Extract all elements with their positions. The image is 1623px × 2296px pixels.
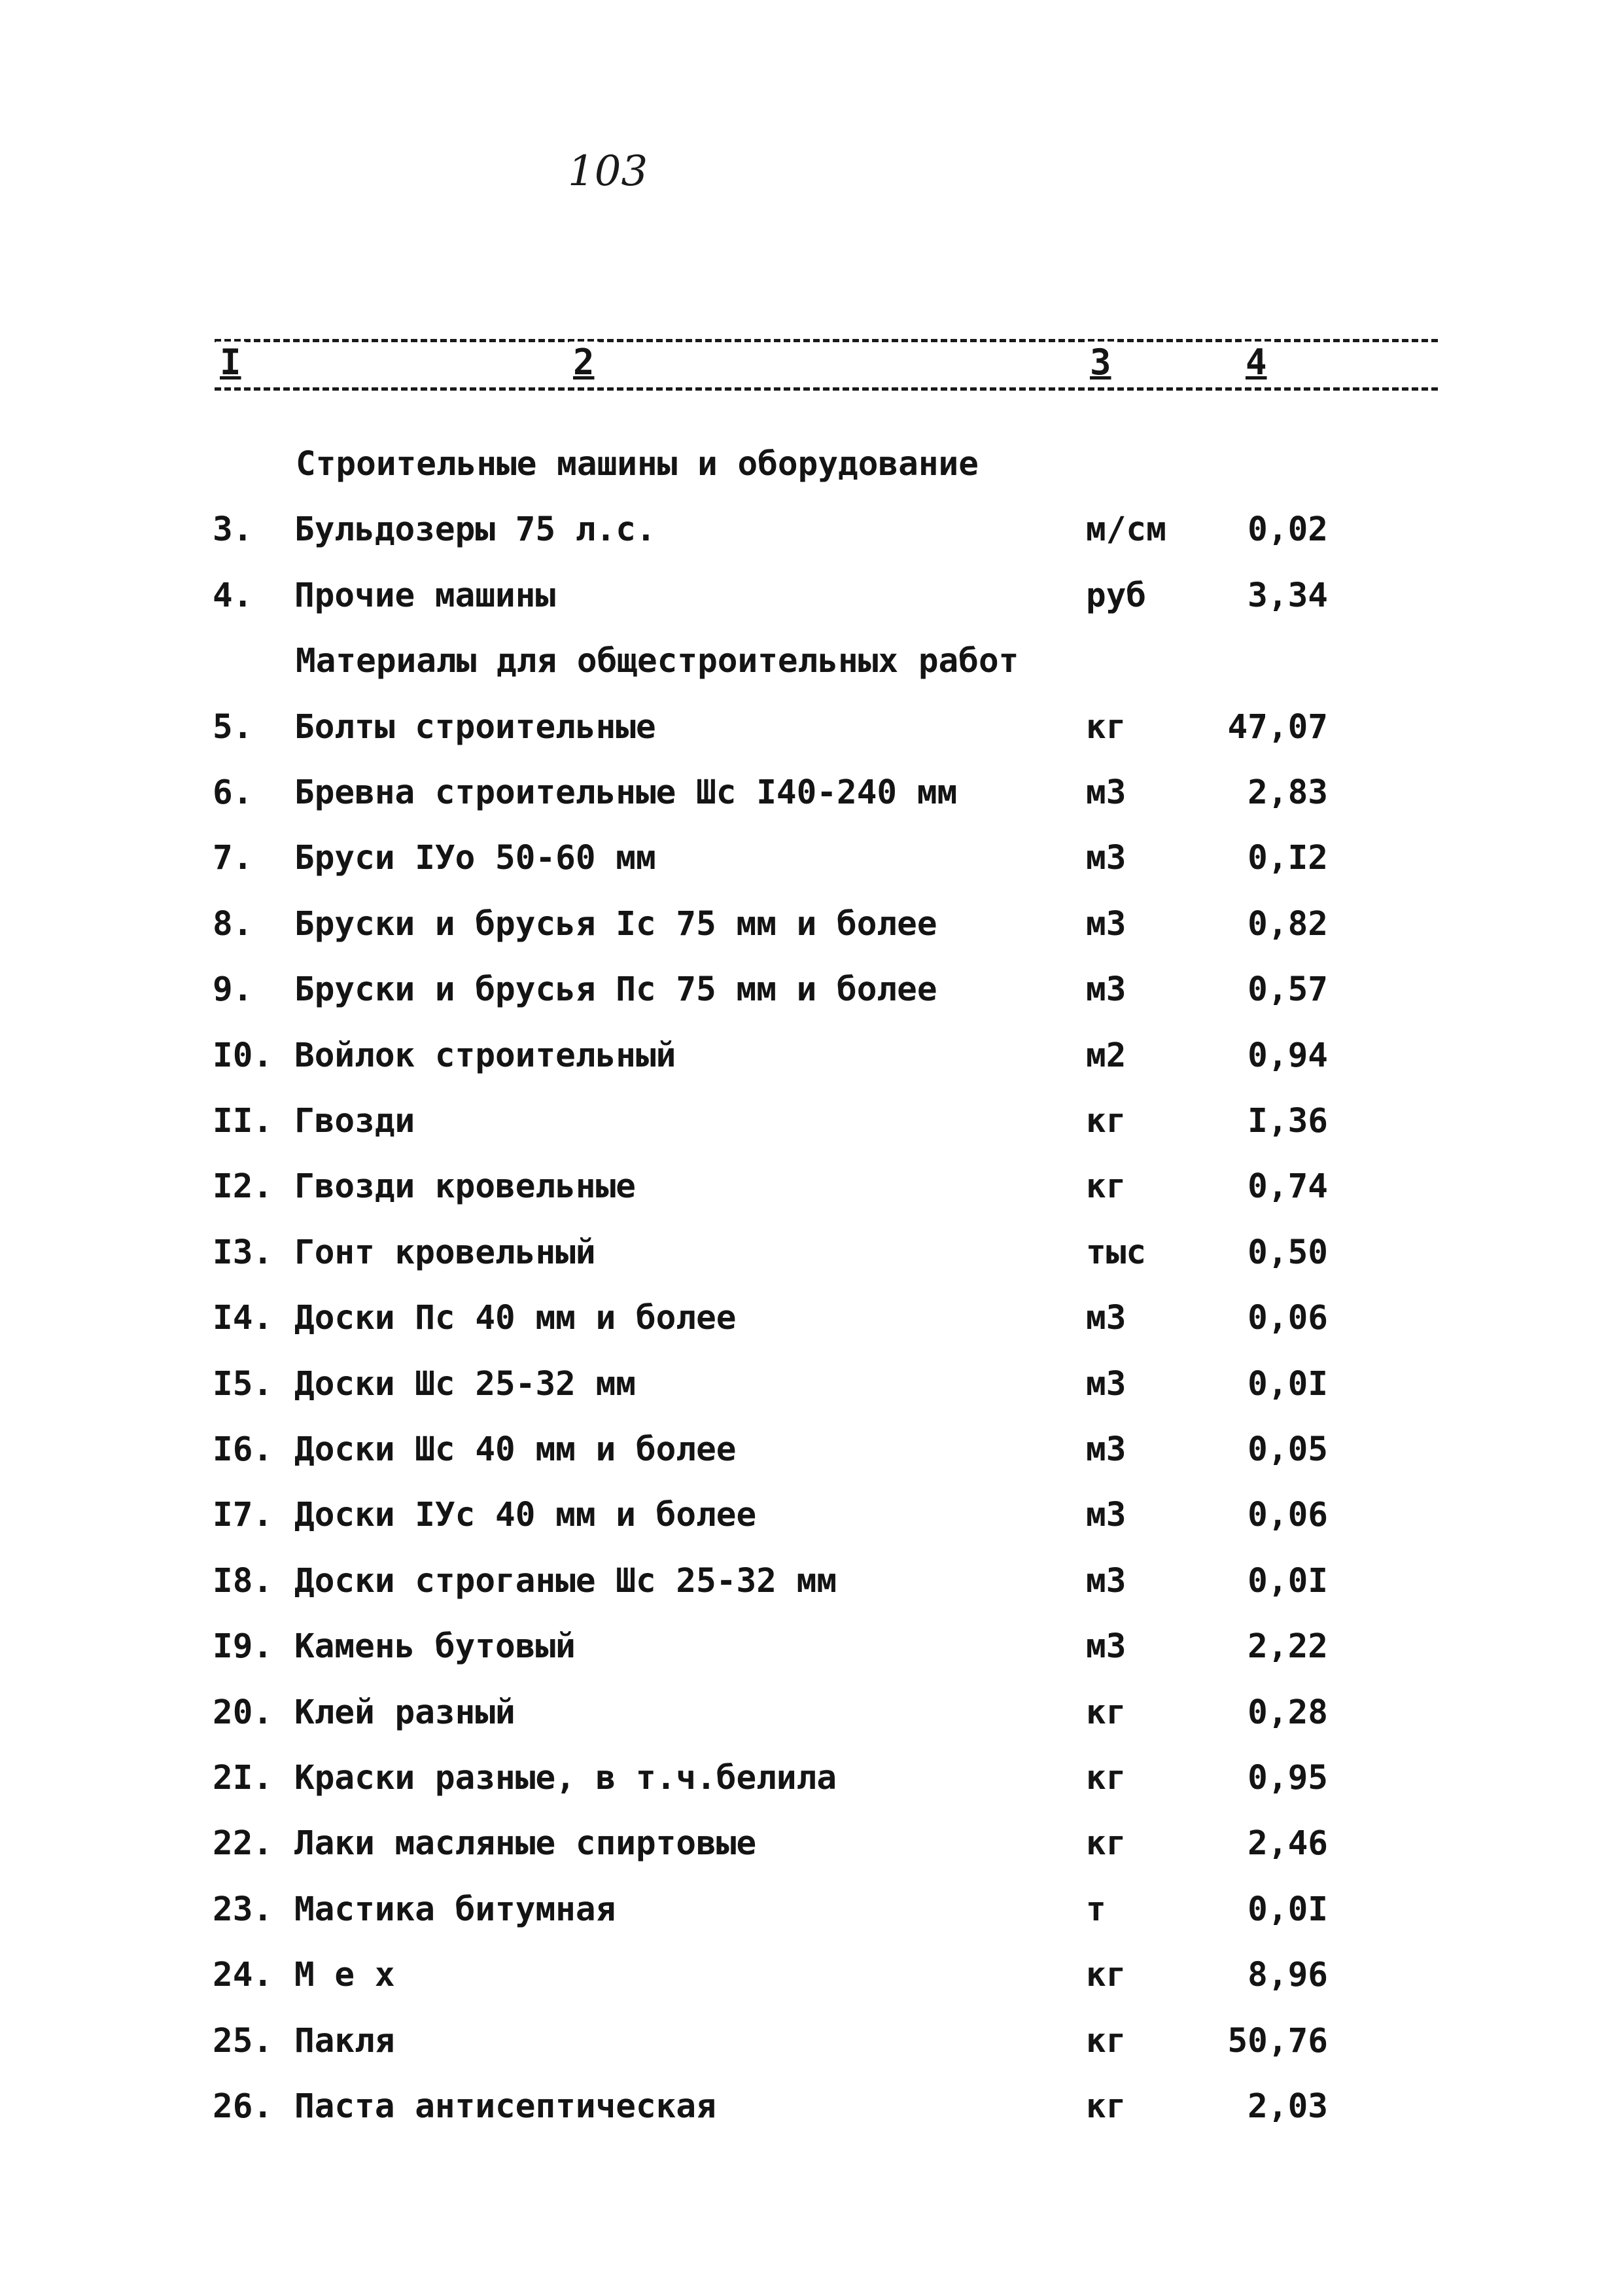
unit: м2 [1086, 1036, 1126, 1075]
row-number: I6. [213, 1430, 273, 1469]
page-number: 103 [568, 147, 648, 196]
item-name: М е х [294, 1956, 395, 1994]
item-name: Доски строганые Шс 25-32 мм [294, 1562, 837, 1600]
row-number: 20. [213, 1693, 273, 1732]
quantity: 0,02 [1248, 510, 1328, 549]
table-row [0, 1549, 1623, 1614]
item-name: Болты строительные [294, 708, 656, 747]
unit: кг [1086, 708, 1126, 747]
unit: т [1086, 1890, 1106, 1929]
quantity: 0,0I [1248, 1890, 1328, 1929]
unit: м3 [1086, 1627, 1126, 1666]
quantity: 0,74 [1248, 1167, 1328, 1206]
table-row [0, 1943, 1623, 2008]
table-header-bottom-rule [215, 387, 1438, 391]
item-name: Гвозди [294, 1102, 415, 1140]
item-name: Прочие машины [294, 576, 556, 615]
table-row [0, 2074, 1623, 2140]
quantity: 3,34 [1248, 576, 1328, 615]
item-name: Пакля [294, 2022, 395, 2060]
row-number: 3. [213, 510, 253, 549]
item-name: Гонт кровельный [294, 1233, 596, 1272]
row-number: 25. [213, 2022, 273, 2060]
unit: м3 [1086, 773, 1126, 812]
row-number: 2I. [213, 1759, 273, 1797]
item-name: Доски Шс 40 мм и более [294, 1430, 737, 1469]
row-number: 7. [213, 839, 253, 877]
item-name: Лаки масляные спиртовые [294, 1824, 757, 1863]
quantity: 0,94 [1248, 1036, 1328, 1075]
quantity: 47,07 [1227, 708, 1328, 747]
table-row [0, 957, 1623, 1023]
row-number: I9. [213, 1627, 273, 1666]
table-row [0, 1811, 1623, 1877]
quantity: 2,03 [1248, 2087, 1328, 2126]
quantity: 0,82 [1248, 905, 1328, 944]
row-number: I5. [213, 1365, 273, 1404]
column-header-2: 2 [569, 342, 599, 383]
section-heading-row [0, 629, 1623, 694]
row-number: I4. [213, 1299, 273, 1337]
unit: м3 [1086, 905, 1126, 944]
row-number: 5. [213, 708, 253, 747]
item-name: Мастика битумная [294, 1890, 616, 1929]
item-name: Доски Шс 25-32 мм [294, 1365, 636, 1404]
item-name: Бруси IУо 50-60 мм [294, 839, 656, 877]
column-header-1: I [216, 342, 245, 383]
unit: кг [1086, 1956, 1126, 1994]
column-header-4: 4 [1242, 342, 1271, 383]
table-row [0, 1089, 1623, 1154]
unit: м3 [1086, 1365, 1126, 1404]
item-name: Материалы для общестроительных работ [296, 642, 1019, 680]
table-row [0, 1417, 1623, 1483]
row-number: I7. [213, 1496, 273, 1534]
row-number: I3. [213, 1233, 273, 1272]
item-name: Бруски и брусья Пс 75 мм и более [294, 970, 937, 1009]
table-row [0, 826, 1623, 891]
table-row [0, 1680, 1623, 1746]
quantity: 0,50 [1248, 1233, 1328, 1272]
quantity: 0,I2 [1248, 839, 1328, 877]
item-name: Бруски и брусья Iс 75 мм и более [294, 905, 937, 944]
table-row [0, 695, 1623, 760]
item-name: Клей разный [294, 1693, 515, 1732]
table-row [0, 1746, 1623, 1811]
unit: м3 [1086, 1430, 1126, 1469]
item-name: Бревна строительные Шс I40-240 мм [294, 773, 958, 812]
item-name: Войлок строительный [294, 1036, 676, 1075]
quantity: 2,83 [1248, 773, 1328, 812]
quantity: I,36 [1248, 1102, 1328, 1140]
quantity: 0,05 [1248, 1430, 1328, 1469]
item-name: Строительные машины и оборудование [296, 445, 979, 484]
unit: кг [1086, 1824, 1126, 1863]
quantity: 50,76 [1227, 2022, 1328, 2060]
unit: тыс [1086, 1233, 1147, 1272]
quantity: 0,28 [1248, 1693, 1328, 1732]
quantity: 0,57 [1248, 970, 1328, 1009]
quantity: 0,95 [1248, 1759, 1328, 1797]
table-row [0, 1614, 1623, 1680]
quantity: 0,06 [1248, 1496, 1328, 1534]
unit: м3 [1086, 839, 1126, 877]
row-number: 26. [213, 2087, 273, 2126]
table-row [0, 1352, 1623, 1417]
table-row [0, 760, 1623, 826]
table-row [0, 2009, 1623, 2074]
quantity: 0,06 [1248, 1299, 1328, 1337]
row-number: 24. [213, 1956, 273, 1994]
row-number: 6. [213, 773, 253, 812]
item-name: Доски Пс 40 мм и более [294, 1299, 737, 1337]
unit: кг [1086, 1759, 1126, 1797]
table-row [0, 1483, 1623, 1548]
table-row [0, 1154, 1623, 1220]
row-number: 23. [213, 1890, 273, 1929]
unit: м/см [1086, 510, 1166, 549]
row-number: I8. [213, 1562, 273, 1600]
unit: кг [1086, 1102, 1126, 1140]
row-number: 22. [213, 1824, 273, 1863]
unit: м3 [1086, 1299, 1126, 1337]
item-name: Бульдозеры 75 л.с. [294, 510, 656, 549]
table-row [0, 563, 1623, 629]
unit: кг [1086, 2022, 1126, 2060]
quantity: 0,0I [1248, 1365, 1328, 1404]
item-name: Гвозди кровельные [294, 1167, 636, 1206]
row-number: I0. [213, 1036, 273, 1075]
table-row [0, 892, 1623, 957]
unit: м3 [1086, 970, 1126, 1009]
row-number: 4. [213, 576, 253, 615]
row-number: II. [213, 1102, 273, 1140]
quantity: 0,0I [1248, 1562, 1328, 1600]
table-row [0, 1286, 1623, 1351]
quantity: 2,22 [1248, 1627, 1328, 1666]
row-number: 8. [213, 905, 253, 944]
unit: м3 [1086, 1496, 1126, 1534]
item-name: Краски разные, в т.ч.белила [294, 1759, 837, 1797]
unit: кг [1086, 2087, 1126, 2126]
table-row [0, 1877, 1623, 1943]
unit: м3 [1086, 1562, 1126, 1600]
column-header-3: 3 [1086, 342, 1115, 383]
row-number: I2. [213, 1167, 273, 1206]
quantity: 2,46 [1248, 1824, 1328, 1863]
row-number: 9. [213, 970, 253, 1009]
item-name: Доски IУс 40 мм и более [294, 1496, 757, 1534]
unit: руб [1086, 576, 1147, 615]
table-row [0, 1220, 1623, 1286]
item-name: Паста антисептическая [294, 2087, 716, 2126]
table-row [0, 497, 1623, 563]
unit: кг [1086, 1693, 1126, 1732]
table-row [0, 1023, 1623, 1089]
unit: кг [1086, 1167, 1126, 1206]
quantity: 8,96 [1248, 1956, 1328, 1994]
section-heading-row [0, 432, 1623, 497]
item-name: Камень бутовый [294, 1627, 576, 1666]
